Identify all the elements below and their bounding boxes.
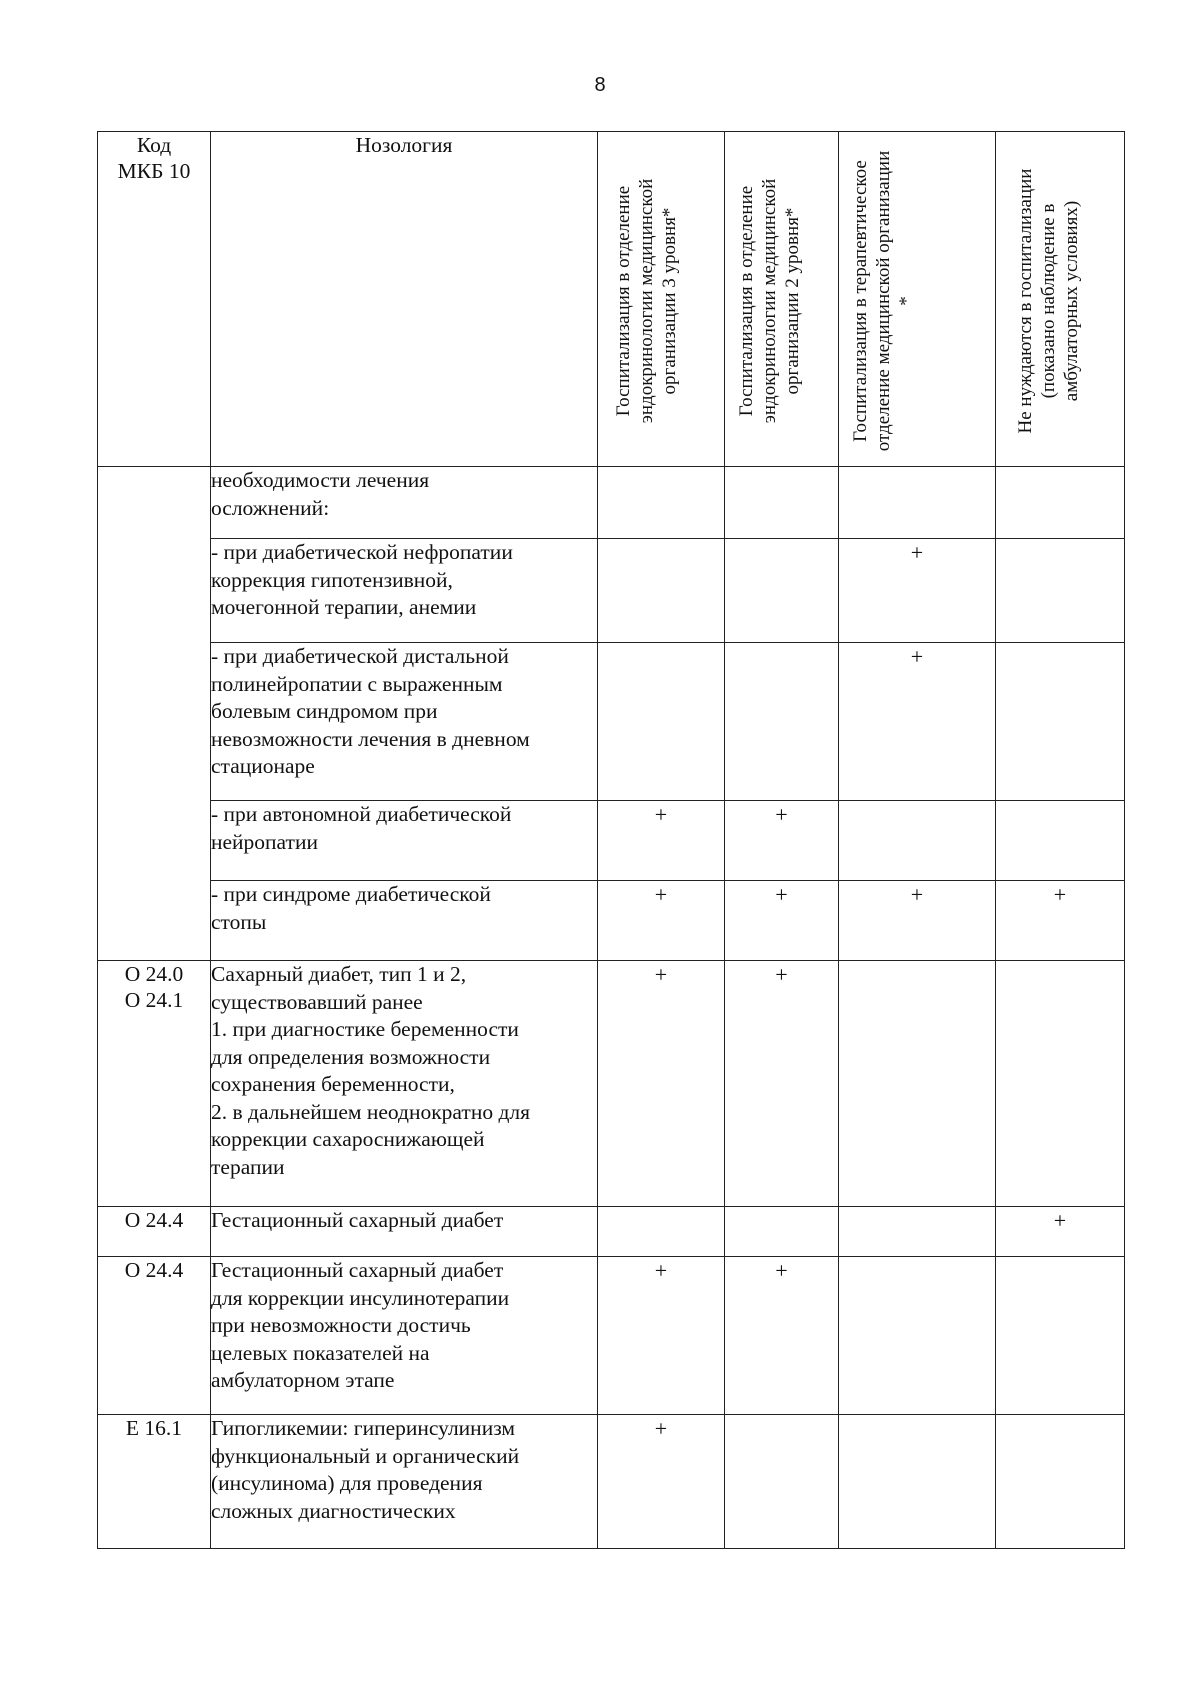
mark-outpatient: + — [996, 1207, 1125, 1257]
mark-outpatient — [996, 467, 1125, 539]
header-code — [98, 132, 211, 467]
mark-outpatient — [996, 643, 1125, 801]
mark-outpatient — [996, 801, 1125, 881]
mark-level3: + — [598, 1415, 725, 1549]
code-cell — [98, 961, 211, 1207]
mark-therapeutic: + — [839, 881, 996, 961]
header-outpatient — [996, 132, 1125, 467]
nosology-cell: Гипогликемии: гиперинсулинизм функциональный и органический (инсулинома) для проведения сложных диагностических — [211, 1415, 598, 1549]
mark-level2 — [725, 467, 839, 539]
mark-outpatient — [996, 1415, 1125, 1549]
table-row — [98, 539, 1125, 643]
header-level3-text: Госпитализация в отделение эндокринологии медицинской организации 3 уровня* — [613, 178, 680, 424]
mark-level2 — [725, 643, 839, 801]
nosology-cell: Сахарный диабет, тип 1 и 2, существовавший ранее 1. при диагностике беременности для определения возможности сохранения беременности, 2. в дальнейшем неоднократно для коррекции сахароснижающей терапии — [211, 961, 598, 1207]
header-level3-endocrinology — [598, 132, 725, 467]
table-row — [98, 1415, 1125, 1549]
mark-level2: + — [725, 1257, 839, 1415]
table-row — [98, 801, 1125, 881]
nosology-cell: необходимости лечения осложнений: — [211, 467, 598, 539]
nosology-cell: - при синдроме диабетической стопы — [211, 881, 598, 961]
table-row — [98, 1207, 1125, 1257]
code-text: О 24.0 О 24.1 — [124, 962, 184, 1012]
mark-level3 — [598, 643, 725, 801]
mark-therapeutic — [839, 801, 996, 881]
mark-level3 — [598, 1207, 725, 1257]
table-header-row — [98, 132, 1125, 467]
mark-therapeutic — [839, 467, 996, 539]
code-text: О 24.4 — [124, 1258, 184, 1282]
mark-therapeutic: + — [839, 539, 996, 643]
table-row — [98, 467, 1125, 539]
hospitalization-table — [97, 131, 1125, 1549]
mark-level2: + — [725, 961, 839, 1207]
table-row — [98, 961, 1125, 1207]
mark-level2: + — [725, 801, 839, 881]
code-cell — [98, 467, 211, 961]
header-therapeutic — [839, 132, 996, 467]
code-cell — [98, 1415, 211, 1549]
mark-level3: + — [598, 881, 725, 961]
mark-outpatient — [996, 961, 1125, 1207]
mark-level3 — [598, 539, 725, 643]
mark-level2 — [725, 1207, 839, 1257]
header-nosology — [211, 132, 598, 467]
mark-level2 — [725, 539, 839, 643]
table-row — [98, 881, 1125, 961]
table-row — [98, 643, 1125, 801]
mark-therapeutic — [839, 1415, 996, 1549]
nosology-cell: - при автономной диабетической нейропатии — [211, 801, 598, 881]
mark-level3: + — [598, 801, 725, 881]
nosology-cell: Гестационный сахарный диабет — [211, 1207, 598, 1257]
page-number: 8 — [594, 74, 606, 96]
code-text: Е 16.1 — [125, 1416, 183, 1440]
code-cell — [98, 1257, 211, 1415]
nosology-cell: - при диабетической дистальной полинейропатии с выраженным болевым синдромом при невозможности лечения в дневном стационаре — [211, 643, 598, 801]
mark-level3: + — [598, 1257, 725, 1415]
header-level2-text: Госпитализация в отделение эндокринологии медицинской организации 2 уровня* — [736, 178, 803, 424]
mark-level3: + — [598, 961, 725, 1207]
mark-outpatient — [996, 539, 1125, 643]
table-row — [98, 1257, 1125, 1415]
mark-therapeutic — [839, 961, 996, 1207]
code-cell — [98, 1207, 211, 1257]
header-level2-endocrinology — [725, 132, 839, 467]
header-code-text: Код МКБ 10 — [117, 133, 191, 183]
header-therapeutic-text: Госпитализация в терапевтическое отделение медицинской организации * — [850, 150, 917, 452]
mark-level3 — [598, 467, 725, 539]
code-text: О 24.4 — [124, 1208, 184, 1232]
mark-therapeutic — [839, 1257, 996, 1415]
mark-therapeutic — [839, 1207, 996, 1257]
nosology-cell: Гестационный сахарный диабет для коррекции инсулинотерапии при невозможности достичь целевых показателей на амбулаторном этапе — [211, 1257, 598, 1415]
mark-level2: + — [725, 881, 839, 961]
header-outpatient-text: Не нуждаются в госпитализации (показано наблюдение в амбулаторных условиях) — [1015, 168, 1082, 434]
mark-level2 — [725, 1415, 839, 1549]
nosology-cell: - при диабетической нефропатии коррекция гипотензивной, мочегонной терапии, анемии — [211, 539, 598, 643]
header-nosology-text: Нозология — [355, 133, 453, 157]
mark-outpatient — [996, 1257, 1125, 1415]
mark-therapeutic: + — [839, 643, 996, 801]
mark-outpatient: + — [996, 881, 1125, 961]
